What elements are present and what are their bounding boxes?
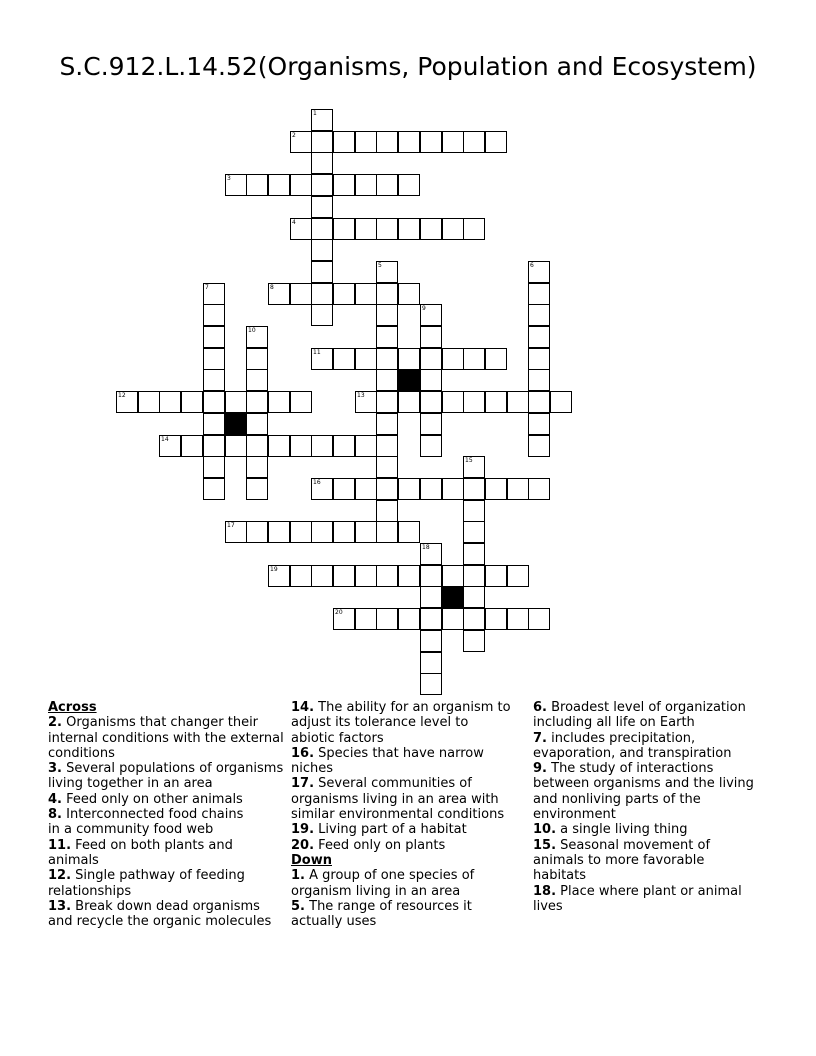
grid-cell[interactable] [528, 478, 550, 500]
across-clue-17: 17. Several communities of organisms living in an area with similar environmental conditions [291, 776, 505, 823]
grid-cell[interactable] [311, 565, 333, 587]
grid-cell[interactable] [333, 283, 355, 305]
grid-cell[interactable] [203, 391, 225, 413]
grid-cell[interactable] [376, 478, 398, 500]
grid-cell[interactable] [311, 152, 333, 174]
grid-cell[interactable] [333, 348, 355, 370]
grid-cell[interactable] [528, 435, 550, 457]
grid-cell[interactable] [420, 326, 442, 348]
grid-cell[interactable] [376, 304, 398, 326]
grid-cell[interactable] [333, 218, 355, 240]
grid-cell[interactable] [268, 435, 290, 457]
cell-number: 14 [161, 436, 169, 443]
grid-cell[interactable] [420, 348, 442, 370]
grid-cell[interactable] [507, 565, 529, 587]
grid-cell[interactable] [420, 630, 442, 652]
grid-cell[interactable] [268, 565, 290, 587]
grid-cell[interactable] [355, 218, 377, 240]
grid-cell[interactable] [463, 565, 485, 587]
grid-cell[interactable] [203, 369, 225, 391]
grid-cell[interactable] [398, 391, 420, 413]
grid-cell[interactable] [376, 413, 398, 435]
grid-cell[interactable] [442, 131, 464, 153]
grid-cell[interactable] [355, 174, 377, 196]
down-clue-5: 5. The range of resources it actually uses [291, 898, 472, 930]
grid-cell[interactable] [376, 608, 398, 630]
grid-cell[interactable] [225, 391, 247, 413]
grid-cell[interactable] [528, 391, 550, 413]
grid-cell[interactable] [507, 391, 529, 413]
grid-cell[interactable] [333, 435, 355, 457]
across-clue-16: 16. Species that have narrow niches [291, 745, 484, 777]
grid-cell[interactable] [311, 218, 333, 240]
grid-cell[interactable] [311, 348, 333, 370]
grid-cell[interactable] [203, 348, 225, 370]
grid-cell[interactable] [376, 521, 398, 543]
cell-number: 13 [357, 392, 365, 399]
cell-number: 11 [313, 349, 321, 356]
grid-cell[interactable] [290, 174, 312, 196]
grid-cell[interactable] [442, 478, 464, 500]
grid-cell[interactable] [528, 608, 550, 630]
down-clue-18: 18. Place where plant or animal lives [533, 883, 742, 914]
puzzle-title: S.C.912.L.14.52(Organisms, Population and Ecosystem) [59, 52, 757, 81]
grid-cell[interactable] [355, 565, 377, 587]
cell-number: 8 [270, 284, 274, 291]
down-clue-6: 6. Broadest level of organization including all life on Earth [533, 700, 746, 731]
grid-cell[interactable] [311, 521, 333, 543]
cell-number: 5 [378, 262, 382, 269]
grid-cell[interactable] [311, 174, 333, 196]
grid-cell[interactable] [463, 630, 485, 652]
grid-cell[interactable] [290, 391, 312, 413]
grid-cell[interactable] [463, 391, 485, 413]
grid-cell[interactable] [333, 478, 355, 500]
grid-cell[interactable] [420, 413, 442, 435]
grid-cell[interactable] [203, 326, 225, 348]
grid-cell[interactable] [203, 413, 225, 435]
grid-cell[interactable] [398, 218, 420, 240]
grid-cell[interactable] [246, 369, 268, 391]
grid-cell[interactable] [507, 478, 529, 500]
grid-cell[interactable] [376, 456, 398, 478]
grid-cell[interactable] [528, 304, 550, 326]
grid-cell[interactable] [463, 456, 485, 478]
cell-number: 15 [465, 457, 473, 464]
across-clue-12: 12. Single pathway of feeding relationships [48, 868, 245, 899]
grid-cell[interactable] [311, 435, 333, 457]
grid-cell[interactable] [528, 326, 550, 348]
grid-cell[interactable] [376, 500, 398, 522]
grid-cell[interactable] [398, 283, 420, 305]
grid-cell[interactable] [463, 348, 485, 370]
grid-cell[interactable] [376, 283, 398, 305]
down-clue-1: 1. A group of one species of organism living in an area [291, 868, 475, 899]
grid-cell[interactable] [420, 304, 442, 326]
cell-number: 1 [313, 110, 317, 117]
grid-cell[interactable] [290, 565, 312, 587]
grid-cell[interactable] [333, 521, 355, 543]
grid-cell[interactable] [507, 608, 529, 630]
grid-cell[interactable] [376, 218, 398, 240]
grid-cell[interactable] [311, 478, 333, 500]
grid-cell[interactable] [268, 283, 290, 305]
grid-cell[interactable] [420, 586, 442, 608]
black-cell [442, 586, 464, 608]
grid-cell[interactable] [355, 391, 377, 413]
grid-cell[interactable] [246, 413, 268, 435]
grid-cell[interactable] [420, 652, 442, 674]
grid-cell[interactable] [398, 131, 420, 153]
grid-cell[interactable] [290, 435, 312, 457]
grid-cell[interactable] [528, 413, 550, 435]
grid-cell[interactable] [485, 565, 507, 587]
cell-number: 9 [422, 305, 426, 312]
grid-cell[interactable] [159, 435, 181, 457]
grid-cell[interactable] [442, 608, 464, 630]
grid-cell[interactable] [420, 391, 442, 413]
grid-cell[interactable] [376, 131, 398, 153]
grid-cell[interactable] [290, 131, 312, 153]
cell-number: 17 [227, 522, 235, 529]
grid-cell[interactable] [463, 543, 485, 565]
across-clue-20: 20. Feed only on plants [291, 837, 446, 853]
clues-column-3 [533, 700, 768, 914]
grid-cell[interactable] [398, 174, 420, 196]
grid-cell[interactable] [485, 348, 507, 370]
grid-cell[interactable] [246, 174, 268, 196]
clues-column-1 [48, 700, 284, 929]
grid-cell[interactable] [463, 586, 485, 608]
grid-cell[interactable] [311, 283, 333, 305]
grid-cell[interactable] [420, 218, 442, 240]
grid-cell[interactable] [268, 174, 290, 196]
grid-cell[interactable] [246, 348, 268, 370]
grid-cell[interactable] [311, 131, 333, 153]
grid-cell[interactable] [420, 131, 442, 153]
grid-cell[interactable] [463, 478, 485, 500]
grid-cell[interactable] [420, 478, 442, 500]
across-clue-14: 14. The ability for an organism to adjust its tolerance level to abiotic factors [291, 700, 511, 746]
grid-cell[interactable] [311, 196, 333, 218]
grid-cell[interactable] [398, 478, 420, 500]
grid-cell[interactable] [225, 435, 247, 457]
grid-cell[interactable] [355, 283, 377, 305]
across-clue-11: 11. Feed on both plants and animals [48, 837, 233, 868]
grid-cell[interactable] [290, 218, 312, 240]
grid-cell[interactable] [376, 435, 398, 457]
grid-cell[interactable] [485, 478, 507, 500]
cell-number: 10 [248, 327, 256, 334]
grid-cell[interactable] [550, 391, 572, 413]
grid-cell[interactable] [225, 521, 247, 543]
grid-cell[interactable] [376, 326, 398, 348]
across-clue-19: 19. Living part of a habitat [291, 822, 467, 838]
grid-cell[interactable] [398, 521, 420, 543]
across-clue-8: 8. Interconnected food chains in a community food web [48, 807, 244, 838]
grid-cell[interactable] [290, 283, 312, 305]
grid-cell[interactable] [485, 391, 507, 413]
grid-cell[interactable] [528, 283, 550, 305]
grid-cell[interactable] [246, 521, 268, 543]
cell-number: 3 [227, 175, 231, 182]
grid-cell[interactable] [376, 261, 398, 283]
grid-cell[interactable] [463, 131, 485, 153]
grid-cell[interactable] [181, 391, 203, 413]
cell-number: 12 [118, 392, 126, 399]
grid-cell[interactable] [398, 565, 420, 587]
grid-cell[interactable] [355, 478, 377, 500]
grid-cell[interactable] [246, 391, 268, 413]
grid-cell[interactable] [268, 391, 290, 413]
grid-cell[interactable] [333, 565, 355, 587]
grid-cell[interactable] [376, 348, 398, 370]
down-heading: Down [291, 852, 332, 868]
cell-number: 20 [335, 609, 343, 616]
grid-cell[interactable] [376, 565, 398, 587]
cell-number: 7 [205, 284, 209, 291]
grid-cell[interactable] [485, 608, 507, 630]
cell-number: 6 [530, 262, 534, 269]
grid-cell[interactable] [203, 456, 225, 478]
grid-cell[interactable] [181, 435, 203, 457]
grid-cell[interactable] [463, 500, 485, 522]
grid-cell[interactable] [355, 521, 377, 543]
grid-cell[interactable] [442, 565, 464, 587]
grid-cell[interactable] [203, 435, 225, 457]
grid-cell[interactable] [528, 261, 550, 283]
cell-number: 2 [292, 132, 296, 139]
grid-cell[interactable] [311, 109, 333, 131]
grid-cell[interactable] [333, 174, 355, 196]
down-clue-7: 7. includes precipitation, evaporation, and transpiration [533, 730, 732, 761]
grid-cell[interactable] [138, 391, 160, 413]
across-clue-4: 4. Feed only on other animals [48, 791, 243, 807]
black-cell [398, 369, 420, 391]
grid-cell[interactable] [333, 131, 355, 153]
down-clue-10: 10. a single living thing [533, 822, 688, 838]
grid-cell[interactable] [355, 131, 377, 153]
grid-cell[interactable] [290, 521, 312, 543]
cell-number: 16 [313, 479, 321, 486]
cell-number: 18 [422, 544, 430, 551]
cell-number: 19 [270, 566, 278, 573]
grid-cell[interactable] [463, 218, 485, 240]
grid-cell[interactable] [246, 326, 268, 348]
grid-cell[interactable] [528, 369, 550, 391]
grid-cell[interactable] [420, 543, 442, 565]
across-clue-13: 13. Break down dead organisms and recycle the organic molecules [48, 898, 272, 930]
grid-cell[interactable] [246, 478, 268, 500]
across-clue-2: 2. Organisms that changer their internal conditions with the external conditions [48, 715, 284, 761]
grid-cell[interactable] [398, 348, 420, 370]
grid-cell[interactable] [442, 391, 464, 413]
grid-cell[interactable] [420, 369, 442, 391]
grid-cell[interactable] [311, 304, 333, 326]
down-clue-9: 9. The study of interactions between organisms and the living and nonliving parts of the environment [533, 761, 754, 823]
grid-cell[interactable] [203, 283, 225, 305]
grid-cell[interactable] [246, 435, 268, 457]
across-heading: Across [48, 700, 97, 715]
grid-cell[interactable] [159, 391, 181, 413]
grid-cell[interactable] [116, 391, 138, 413]
grid-cell[interactable] [442, 348, 464, 370]
grid-cell[interactable] [485, 131, 507, 153]
grid-cell[interactable] [203, 304, 225, 326]
grid-cell[interactable] [420, 673, 442, 695]
grid-cell[interactable] [268, 521, 290, 543]
across-clue-3: 3. Several populations of organisms living together in an area [48, 761, 284, 792]
grid-cell[interactable] [420, 435, 442, 457]
grid-cell[interactable] [333, 608, 355, 630]
grid-cell[interactable] [463, 521, 485, 543]
grid-cell[interactable] [355, 435, 377, 457]
grid-cell[interactable] [376, 174, 398, 196]
grid-cell[interactable] [311, 239, 333, 261]
grid-cell[interactable] [376, 369, 398, 391]
black-cell [225, 413, 247, 435]
grid-cell[interactable] [442, 218, 464, 240]
down-clue-15: 15. Seasonal movement of animals to more favorable habitats [533, 837, 711, 884]
grid-cell[interactable] [528, 348, 550, 370]
cell-number: 4 [292, 219, 296, 226]
grid-cell[interactable] [246, 456, 268, 478]
grid-cell[interactable] [376, 391, 398, 413]
grid-cell[interactable] [355, 608, 377, 630]
grid-cell[interactable] [203, 478, 225, 500]
grid-cell[interactable] [463, 608, 485, 630]
grid-cell[interactable] [355, 348, 377, 370]
clues-column-2 [291, 700, 527, 929]
grid-cell[interactable] [420, 608, 442, 630]
grid-cell[interactable] [311, 261, 333, 283]
grid-cell[interactable] [225, 174, 247, 196]
grid-cell[interactable] [398, 608, 420, 630]
grid-cell[interactable] [420, 565, 442, 587]
